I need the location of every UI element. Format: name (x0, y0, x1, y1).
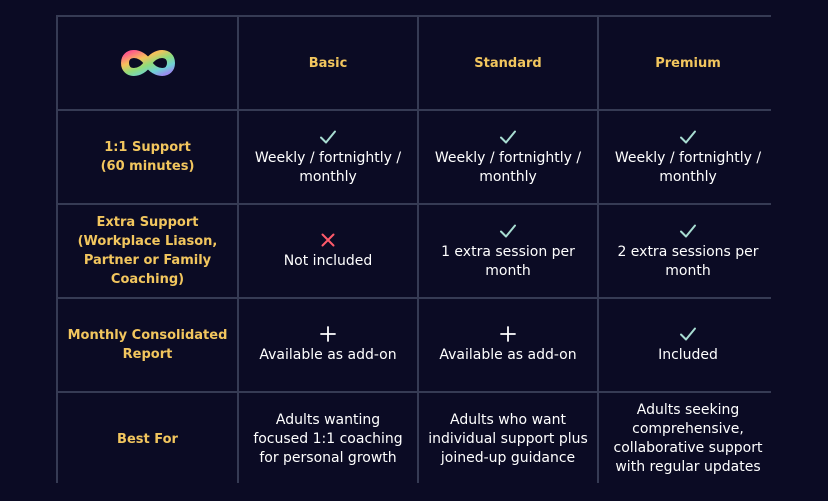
cell-premium-best-for (599, 393, 777, 485)
row-label-line: Coaching) (110, 272, 185, 287)
plan-header-premium: Premium (599, 17, 777, 109)
cross-icon (319, 231, 337, 249)
check-icon (679, 222, 697, 240)
pricing-comparison-table (56, 15, 771, 483)
cell-text: Weekly / fortnightly / monthly (254, 149, 402, 185)
cell-text: Available as add-on (259, 347, 397, 363)
cell-text: 2 extra sessions per month (617, 243, 759, 279)
row-label-line: Extra Support (96, 215, 199, 230)
cell-standard-monthly-report (419, 299, 597, 391)
cell-standard-1-1-support (419, 111, 597, 203)
row-label-best-for (58, 393, 237, 485)
plan-header-standard: Standard (419, 17, 597, 109)
plan-header-basic: Basic (239, 17, 417, 109)
cell-text: Adults wanting focused 1:1 coaching for personal growth (253, 411, 403, 466)
infinity-logo-icon (115, 45, 181, 81)
row-label-line: (60 minutes) (100, 159, 195, 174)
check-icon (319, 128, 337, 146)
check-icon (499, 222, 517, 240)
cell-basic-extra-support (239, 205, 417, 297)
logo-cell (58, 17, 237, 109)
plus-icon (319, 325, 337, 343)
row-label-1-1-support (58, 111, 237, 203)
cell-text: Weekly / fortnightly / monthly (614, 149, 762, 185)
cell-text: Adults seeking comprehensive, collaborative support with regular updates (613, 402, 763, 475)
cell-basic-1-1-support (239, 111, 417, 203)
check-icon (679, 128, 697, 146)
cell-text: Adults who want individual support plus joined-up guidance (428, 411, 588, 466)
cell-text: Included (658, 347, 718, 363)
row-label-line: (Workplace Liason, (77, 234, 218, 249)
row-label-line: Best For (117, 431, 178, 447)
plus-icon (499, 325, 517, 343)
row-label-line: Report (122, 347, 173, 362)
check-icon (679, 325, 697, 343)
row-label-monthly-report (58, 299, 237, 391)
cell-text: 1 extra session per month (441, 243, 575, 279)
row-label-extra-support (58, 205, 237, 297)
cell-basic-monthly-report (239, 299, 417, 391)
cell-standard-best-for (419, 393, 597, 485)
row-label-line: Monthly Consolidated (67, 328, 228, 343)
cell-text: Weekly / fortnightly / monthly (434, 149, 582, 185)
cell-premium-monthly-report (599, 299, 777, 391)
cell-basic-best-for (239, 393, 417, 485)
row-label-line: 1:1 Support (104, 140, 191, 155)
check-icon (499, 128, 517, 146)
cell-text: Available as add-on (439, 347, 577, 363)
cell-text: Not included (283, 253, 373, 269)
cell-standard-extra-support (419, 205, 597, 297)
cell-premium-extra-support (599, 205, 777, 297)
cell-premium-1-1-support (599, 111, 777, 203)
row-label-line: Partner or Family (83, 253, 212, 268)
